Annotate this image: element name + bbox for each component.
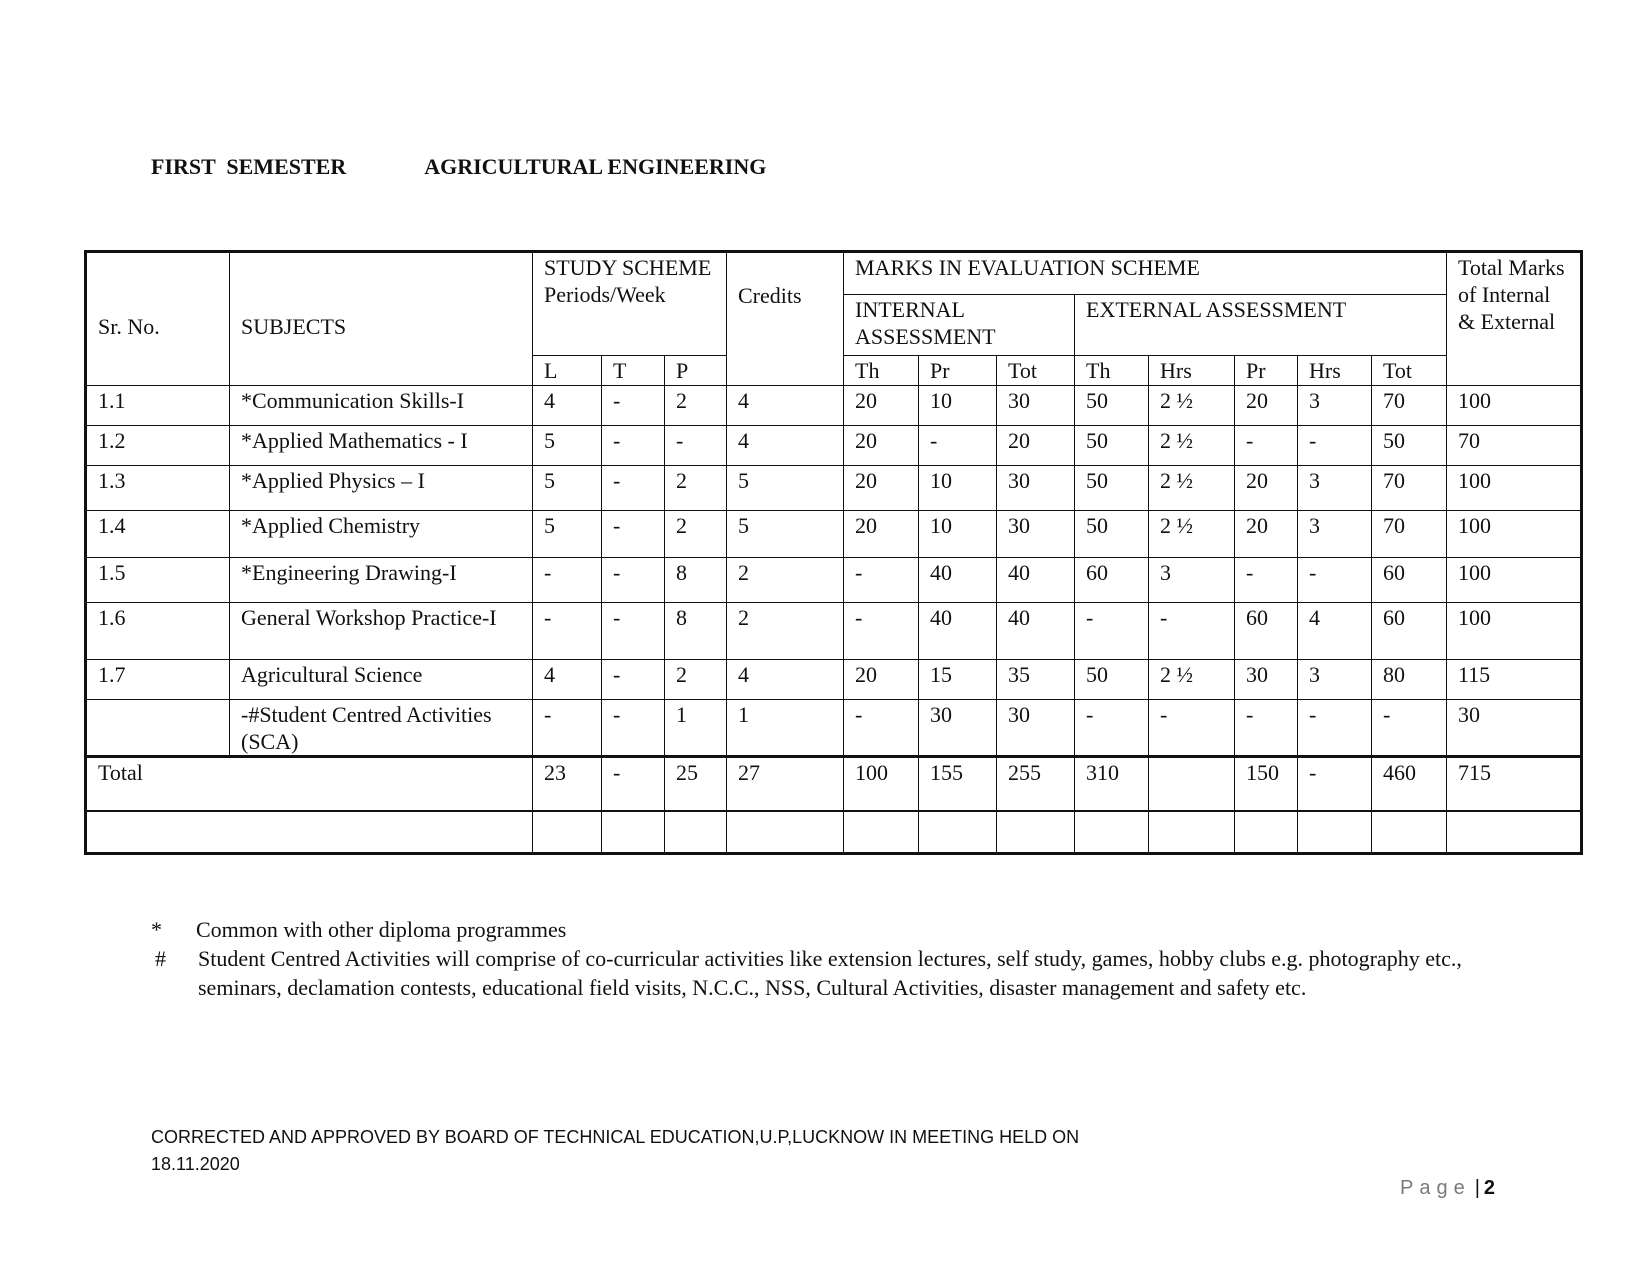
sr-no-cell: 1.5 xyxy=(86,558,230,603)
value-cell: - xyxy=(844,700,919,757)
subject-cell: *Applied Physics – I xyxy=(230,466,533,511)
value-cell: 30 xyxy=(1447,700,1582,757)
total-value-cell: - xyxy=(1298,757,1372,811)
value-cell: - xyxy=(602,466,665,511)
total-value-cell: 715 xyxy=(1447,757,1582,811)
total-label-cell: Total xyxy=(86,757,533,811)
value-cell: 60 xyxy=(1075,558,1149,603)
value-cell: 30 xyxy=(997,700,1075,757)
value-cell: 115 xyxy=(1447,660,1582,700)
total-value-cell: 310 xyxy=(1075,757,1149,811)
header-credits: Credits xyxy=(727,252,844,386)
value-cell: 30 xyxy=(997,511,1075,558)
subject-cell: *Engineering Drawing-I xyxy=(230,558,533,603)
value-cell: - xyxy=(1235,558,1298,603)
header-external-tot: Tot xyxy=(1372,356,1447,386)
value-cell: 40 xyxy=(997,558,1075,603)
value-cell: 10 xyxy=(919,511,997,558)
footnote-mark: * xyxy=(151,917,162,942)
total-value-cell: 25 xyxy=(665,757,727,811)
table-row xyxy=(86,426,1582,466)
value-cell: - xyxy=(1075,603,1149,660)
empty-cell xyxy=(1149,811,1235,854)
value-cell: 100 xyxy=(1447,466,1582,511)
header-external-hrs: Hrs xyxy=(1149,356,1235,386)
value-cell: 30 xyxy=(997,386,1075,426)
value-cell: 4 xyxy=(1298,603,1372,660)
page-separator: | xyxy=(1474,1177,1480,1199)
sr-no-cell: 1.3 xyxy=(86,466,230,511)
total-value-cell: 155 xyxy=(919,757,997,811)
empty-cell xyxy=(1298,811,1372,854)
value-cell: 20 xyxy=(997,426,1075,466)
empty-row xyxy=(86,811,1582,854)
value-cell: 100 xyxy=(1447,386,1582,426)
value-cell: 4 xyxy=(533,386,602,426)
value-cell: 10 xyxy=(919,386,997,426)
value-cell: 3 xyxy=(1298,660,1372,700)
value-cell: 40 xyxy=(997,603,1075,660)
total-value-cell: 255 xyxy=(997,757,1075,811)
value-cell: 5 xyxy=(533,426,602,466)
sr-no-cell: 1.1 xyxy=(86,386,230,426)
value-cell: - xyxy=(533,558,602,603)
empty-cell xyxy=(919,811,997,854)
value-cell: - xyxy=(602,660,665,700)
value-cell: - xyxy=(665,426,727,466)
value-cell: 20 xyxy=(844,466,919,511)
value-cell: - xyxy=(844,558,919,603)
value-cell: - xyxy=(919,426,997,466)
table-row xyxy=(86,511,1582,558)
value-cell: - xyxy=(602,426,665,466)
value-cell: 2 ½ xyxy=(1149,660,1235,700)
footnotes xyxy=(151,915,1511,1002)
value-cell: 70 xyxy=(1372,466,1447,511)
value-cell: 50 xyxy=(1075,386,1149,426)
value-cell: 100 xyxy=(1447,603,1582,660)
total-value-cell: 150 xyxy=(1235,757,1298,811)
header-external-th: Th xyxy=(1075,356,1149,386)
value-cell: 70 xyxy=(1447,426,1582,466)
header-external-assessment: EXTERNAL ASSESSMENT xyxy=(1075,295,1447,356)
value-cell: - xyxy=(602,603,665,660)
page-number xyxy=(1400,1177,1495,1200)
header-subjects: SUBJECTS xyxy=(230,252,533,386)
value-cell: - xyxy=(1235,700,1298,757)
value-cell: 60 xyxy=(1235,603,1298,660)
value-cell: 10 xyxy=(919,466,997,511)
value-cell: 2 ½ xyxy=(1149,466,1235,511)
value-cell: 80 xyxy=(1372,660,1447,700)
value-cell: 20 xyxy=(1235,386,1298,426)
table-row xyxy=(86,660,1582,700)
value-cell: - xyxy=(1235,426,1298,466)
empty-cell xyxy=(665,811,727,854)
value-cell: 3 xyxy=(1298,466,1372,511)
empty-cell xyxy=(844,811,919,854)
header-marks-evaluation: MARKS IN EVALUATION SCHEME xyxy=(844,252,1447,295)
value-cell: 5 xyxy=(727,511,844,558)
value-cell: 50 xyxy=(1075,466,1149,511)
approval-footer xyxy=(151,1124,1079,1178)
document-title xyxy=(151,154,766,180)
value-cell: 35 xyxy=(997,660,1075,700)
value-cell: 4 xyxy=(727,386,844,426)
value-cell: 2 xyxy=(665,466,727,511)
subject-cell: *Applied Mathematics - I xyxy=(230,426,533,466)
semester-heading: FIRST SEMESTER xyxy=(151,154,347,179)
value-cell: - xyxy=(602,700,665,757)
value-cell: 70 xyxy=(1372,511,1447,558)
value-cell: 30 xyxy=(997,466,1075,511)
sr-no-cell: 1.6 xyxy=(86,603,230,660)
footnote-text: Student Centred Activities will comprise of co-curricular activities like extension lectures, self study, games, hobby clubs e.g. photography etc., seminars, declamation contests, educational field visits, N.C.C., NSS, Cultural Activities, disaster management and safety etc. xyxy=(198,946,1462,1000)
value-cell: 30 xyxy=(1235,660,1298,700)
value-cell: 20 xyxy=(844,386,919,426)
subject-cell: General Workshop Practice-I xyxy=(230,603,533,660)
value-cell: 8 xyxy=(665,558,727,603)
value-cell: 50 xyxy=(1075,426,1149,466)
value-cell: 3 xyxy=(1149,558,1235,603)
footnote-sca xyxy=(151,944,1511,1002)
header-internal-th: Th xyxy=(844,356,919,386)
footnote-text: Common with other diploma programmes xyxy=(196,917,567,942)
value-cell: - xyxy=(1298,558,1372,603)
value-cell: 2 xyxy=(665,660,727,700)
value-cell: 20 xyxy=(1235,466,1298,511)
value-cell: 50 xyxy=(1372,426,1447,466)
value-cell: 50 xyxy=(1075,660,1149,700)
sr-no-cell: 1.2 xyxy=(86,426,230,466)
total-value-cell: - xyxy=(602,757,665,811)
value-cell: - xyxy=(533,700,602,757)
header-total-marks: Total Marks of Internal & External xyxy=(1447,252,1582,386)
value-cell: - xyxy=(533,603,602,660)
header-internal-pr: Pr xyxy=(919,356,997,386)
value-cell: 5 xyxy=(727,466,844,511)
header-study-p: P xyxy=(665,356,727,386)
value-cell: - xyxy=(1075,700,1149,757)
value-cell: 2 xyxy=(665,386,727,426)
header-study-scheme: STUDY SCHEME Periods/Week xyxy=(533,252,727,356)
page-label: Page xyxy=(1400,1177,1471,1199)
value-cell: 60 xyxy=(1372,603,1447,660)
value-cell: - xyxy=(844,603,919,660)
value-cell: 100 xyxy=(1447,558,1582,603)
empty-cell xyxy=(1235,811,1298,854)
value-cell: 2 xyxy=(727,603,844,660)
value-cell: 8 xyxy=(665,603,727,660)
value-cell: 1 xyxy=(665,700,727,757)
subject-cell: -#Student Centred Activities (SCA) xyxy=(230,700,533,757)
value-cell: 15 xyxy=(919,660,997,700)
value-cell: - xyxy=(1372,700,1447,757)
value-cell: - xyxy=(1149,700,1235,757)
value-cell: - xyxy=(1149,603,1235,660)
header-external-hrs-practical: Hrs xyxy=(1298,356,1372,386)
table-row xyxy=(86,700,1582,757)
value-cell: 20 xyxy=(1235,511,1298,558)
value-cell: 5 xyxy=(533,511,602,558)
value-cell: 100 xyxy=(1447,511,1582,558)
total-value-cell xyxy=(1149,757,1235,811)
value-cell: 40 xyxy=(919,603,997,660)
empty-cell xyxy=(86,811,533,854)
subject-cell: *Communication Skills-I xyxy=(230,386,533,426)
sr-no-cell: 1.4 xyxy=(86,511,230,558)
total-value-cell: 100 xyxy=(844,757,919,811)
header-external-pr: Pr xyxy=(1235,356,1298,386)
evaluation-scheme-table xyxy=(84,250,1583,855)
table-row xyxy=(86,558,1582,603)
header-study-l: L xyxy=(533,356,602,386)
header-sr-no: Sr. No. xyxy=(86,252,230,386)
sr-no-cell xyxy=(86,700,230,757)
value-cell: 4 xyxy=(533,660,602,700)
value-cell: 70 xyxy=(1372,386,1447,426)
page-number-value: 2 xyxy=(1483,1177,1496,1199)
value-cell: 20 xyxy=(844,660,919,700)
footnote-mark: # xyxy=(155,946,166,971)
table-row xyxy=(86,466,1582,511)
footnote-common xyxy=(151,915,1511,944)
value-cell: - xyxy=(602,511,665,558)
value-cell: - xyxy=(602,558,665,603)
value-cell: - xyxy=(602,386,665,426)
value-cell: 2 ½ xyxy=(1149,386,1235,426)
branch-heading: AGRICULTURAL ENGINEERING xyxy=(424,154,767,179)
total-row xyxy=(86,757,1582,811)
sr-no-cell: 1.7 xyxy=(86,660,230,700)
value-cell: 5 xyxy=(533,466,602,511)
value-cell: 20 xyxy=(844,511,919,558)
value-cell: 2 ½ xyxy=(1149,426,1235,466)
value-cell: - xyxy=(1298,426,1372,466)
header-internal-assessment: INTERNAL ASSESSMENT xyxy=(844,295,1075,356)
empty-cell xyxy=(1447,811,1582,854)
value-cell: 3 xyxy=(1298,386,1372,426)
empty-cell xyxy=(533,811,602,854)
value-cell: 2 xyxy=(665,511,727,558)
value-cell: 60 xyxy=(1372,558,1447,603)
value-cell: 3 xyxy=(1298,511,1372,558)
value-cell: 50 xyxy=(1075,511,1149,558)
empty-cell xyxy=(1075,811,1149,854)
approval-date: 18.11.2020 xyxy=(151,1154,240,1174)
total-value-cell: 27 xyxy=(727,757,844,811)
subject-cell: Agricultural Science xyxy=(230,660,533,700)
value-cell: 40 xyxy=(919,558,997,603)
value-cell: 2 xyxy=(727,558,844,603)
value-cell: - xyxy=(1298,700,1372,757)
header-internal-tot: Tot xyxy=(997,356,1075,386)
header-study-t: T xyxy=(602,356,665,386)
subject-cell: *Applied Chemistry xyxy=(230,511,533,558)
empty-cell xyxy=(602,811,665,854)
empty-cell xyxy=(1372,811,1447,854)
value-cell: 20 xyxy=(844,426,919,466)
table-row xyxy=(86,603,1582,660)
empty-cell xyxy=(997,811,1075,854)
value-cell: 30 xyxy=(919,700,997,757)
total-value-cell: 460 xyxy=(1372,757,1447,811)
table-row xyxy=(86,386,1582,426)
approval-line: CORRECTED AND APPROVED BY BOARD OF TECHNICAL EDUCATION,U.P,LUCKNOW IN MEETING HELD ON xyxy=(151,1127,1080,1147)
empty-cell xyxy=(727,811,844,854)
value-cell: 2 ½ xyxy=(1149,511,1235,558)
total-value-cell: 23 xyxy=(533,757,602,811)
value-cell: 1 xyxy=(727,700,844,757)
value-cell: 4 xyxy=(727,426,844,466)
value-cell: 4 xyxy=(727,660,844,700)
